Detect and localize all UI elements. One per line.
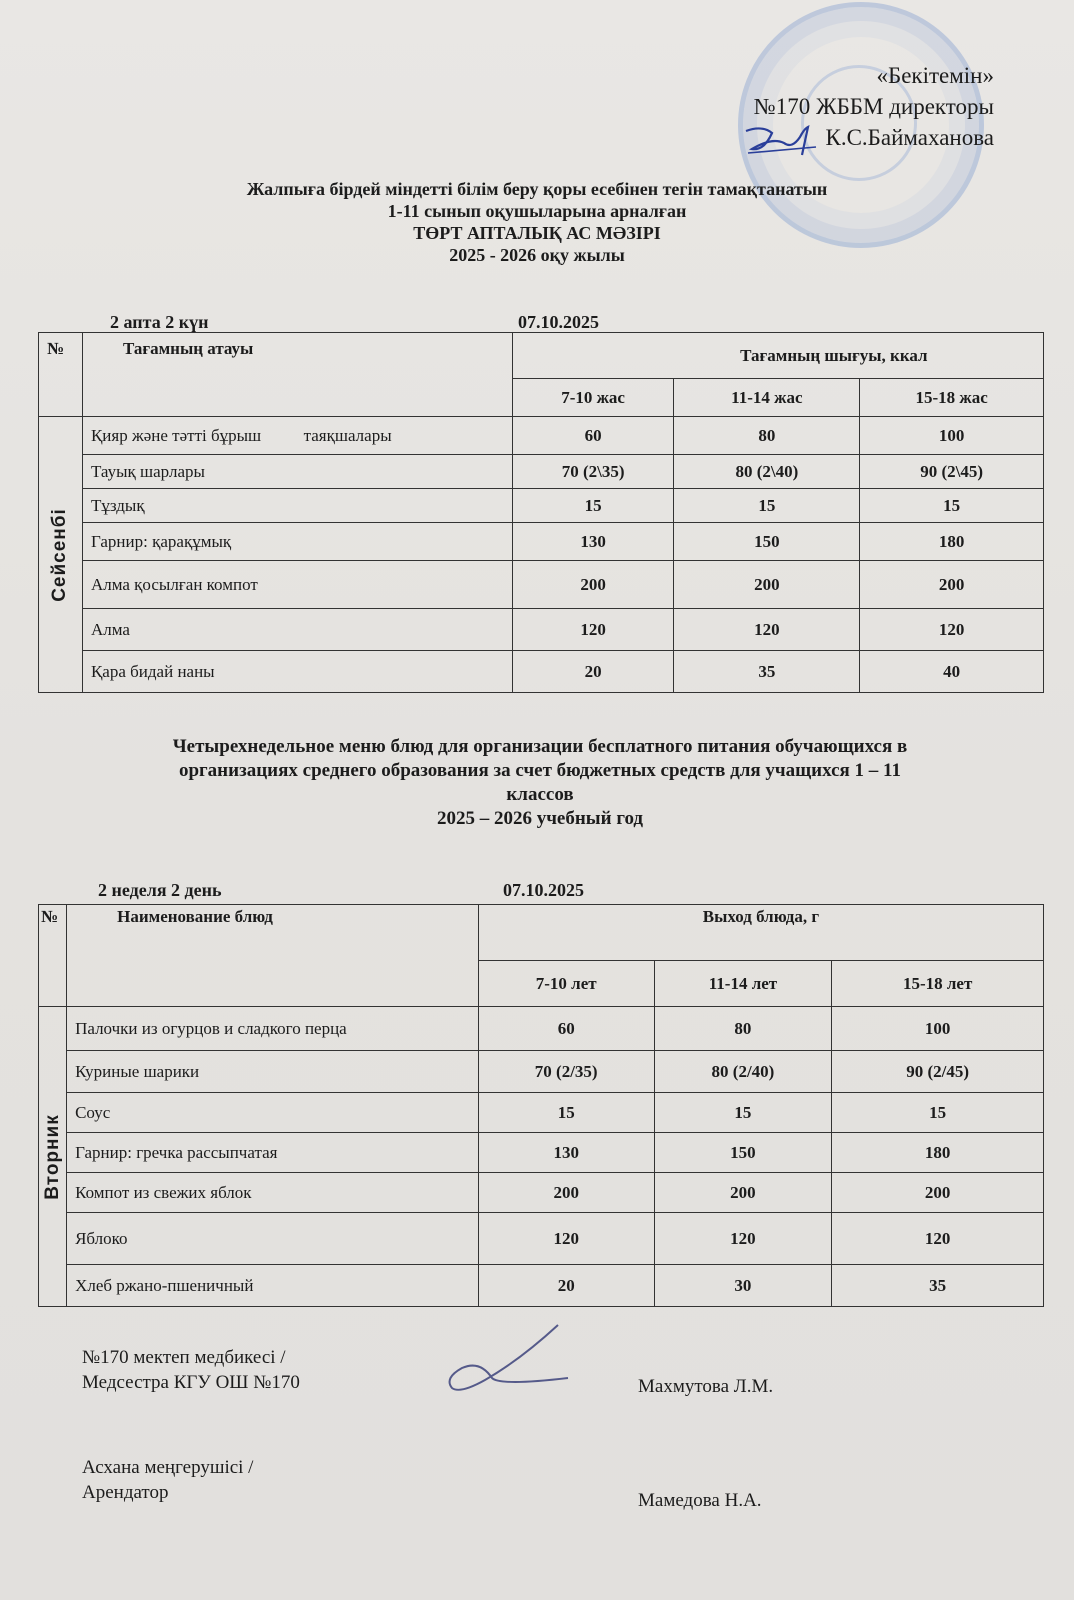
kz-title-line: 1-11 сынып оқушыларына арналған <box>387 201 687 221</box>
day-of-week-cell <box>39 417 83 693</box>
portion-value: 15 <box>478 1093 654 1133</box>
menu-row <box>39 1173 1044 1213</box>
portion-value: 200 <box>654 1173 832 1213</box>
portion-value: 35 <box>832 1265 1044 1307</box>
dish-name: Гарнир: гречка рассыпчатая <box>67 1133 479 1173</box>
kz-header-name: Тағамның атауы <box>82 333 512 417</box>
canteen-name: Мамедова Н.А. <box>638 1490 762 1511</box>
dish-name: Компот из свежих яблок <box>67 1173 479 1213</box>
kz-header-age: 11-14 жас <box>674 379 860 417</box>
nurse-role <box>82 1345 300 1395</box>
ru-title <box>80 735 1000 831</box>
portion-value: 15 <box>674 489 860 523</box>
dish-name: Яблоко <box>67 1213 479 1265</box>
director-signature-icon <box>742 123 822 157</box>
kz-header-no: № <box>39 333 83 417</box>
kz-week-day: 2 апта 2 күн <box>110 312 209 332</box>
ru-header-age: 11-14 лет <box>654 961 832 1007</box>
portion-value: 150 <box>654 1133 832 1173</box>
menu-row <box>39 417 1044 455</box>
portion-value: 200 <box>512 561 674 609</box>
approval-title: «Бекітемін» <box>876 63 994 88</box>
approval-position: №170 ЖББМ директоры <box>753 94 994 119</box>
portion-value: 15 <box>832 1093 1044 1133</box>
ru-title-line: Четырехнедельное меню блюд для организации бесплатного питания обучающихся в <box>172 736 908 757</box>
nurse-signature-icon <box>440 1320 580 1410</box>
dish-name: Палочки из огурцов и сладкого перца <box>67 1007 479 1051</box>
ru-week-day: 2 неделя 2 день <box>98 880 222 900</box>
ru-title-line: классов <box>506 784 574 805</box>
day-of-week-cell <box>39 1007 67 1307</box>
ru-date: 07.10.2025 <box>503 880 584 900</box>
portion-value: 100 <box>832 1007 1044 1051</box>
portion-value: 90 (2/45) <box>832 1051 1044 1093</box>
menu-row <box>39 1007 1044 1051</box>
ru-header-age: 15-18 лет <box>832 961 1044 1007</box>
portion-value: 180 <box>860 523 1044 561</box>
day-of-week-label: Вторник <box>41 1113 63 1200</box>
portion-value: 35 <box>674 651 860 693</box>
portion-value: 130 <box>478 1133 654 1173</box>
portion-value: 120 <box>478 1213 654 1265</box>
portion-value: 15 <box>654 1093 832 1133</box>
portion-value: 200 <box>478 1173 654 1213</box>
portion-value: 60 <box>512 417 674 455</box>
portion-value: 180 <box>832 1133 1044 1173</box>
dish-name: Куриные шарики <box>67 1051 479 1093</box>
kz-title-line: ТӨРТ АПТАЛЫҚ АС МӘЗІРІ <box>413 223 661 243</box>
portion-value: 120 <box>674 609 860 651</box>
menu-row <box>39 561 1044 609</box>
kz-header-age: 15-18 жас <box>860 379 1044 417</box>
kz-title <box>0 178 1074 266</box>
ru-header-output: Выход блюда, г <box>478 905 1043 961</box>
nurse-role-ru: Медсестра КГУ ОШ №170 <box>82 1372 300 1393</box>
ru-header-name: Наименование блюд <box>67 905 479 1007</box>
portion-value: 40 <box>860 651 1044 693</box>
ru-header-no: № <box>39 905 67 1007</box>
ru-menu-table <box>38 904 1044 1307</box>
menu-row <box>39 523 1044 561</box>
nurse-role-kz: №170 мектеп медбикесі / <box>82 1347 286 1368</box>
portion-value: 200 <box>860 561 1044 609</box>
portion-value: 120 <box>512 609 674 651</box>
nurse-name: Махмутова Л.М. <box>638 1376 774 1397</box>
dish-name: Хлеб ржано-пшеничный <box>67 1265 479 1307</box>
ru-title-line: 2025 – 2026 учебный год <box>436 808 644 829</box>
dish-name: Соус <box>67 1093 479 1133</box>
kz-title-line: Жалпыға бірдей міндетті білім беру қоры есебінен тегін тамақтанатын <box>246 179 828 199</box>
portion-value: 15 <box>860 489 1044 523</box>
day-of-week-label: Сейсенбі <box>49 507 71 602</box>
dish-name: Гарнир: қарақұмық <box>82 523 512 561</box>
kz-title-line: 2025 - 2026 оқу жылы <box>449 245 625 265</box>
dish-name: Алма қосылған компот <box>82 561 512 609</box>
approval-block <box>742 60 995 157</box>
portion-value: 200 <box>674 561 860 609</box>
portion-value: 80 <box>674 417 860 455</box>
portion-value: 70 (2\35) <box>512 455 674 489</box>
portion-value: 30 <box>654 1265 832 1307</box>
menu-row <box>39 609 1044 651</box>
portion-value: 90 (2\45) <box>860 455 1044 489</box>
canteen-role <box>82 1455 253 1505</box>
canteen-role-ru: Арендатор <box>82 1482 169 1503</box>
menu-row <box>39 489 1044 523</box>
menu-row <box>39 1093 1044 1133</box>
ru-title-line: организациях среднего образования за счет бюджетных средств для учащихся 1 – 11 <box>178 760 901 781</box>
portion-value: 120 <box>654 1213 832 1265</box>
menu-row <box>39 455 1044 489</box>
portion-value: 60 <box>478 1007 654 1051</box>
portion-value: 80 (2\40) <box>674 455 860 489</box>
portion-value: 20 <box>478 1265 654 1307</box>
canteen-role-kz: Асхана меңгерушісі / <box>82 1457 254 1478</box>
dish-name: Тұздық <box>82 489 512 523</box>
menu-row <box>39 1133 1044 1173</box>
dish-name: Қияр және тәтті бұрыш таяқшалары <box>82 417 512 455</box>
kz-header-output: Тағамның шығуы, ккал <box>512 333 1043 379</box>
portion-value: 15 <box>512 489 674 523</box>
menu-row <box>39 1265 1044 1307</box>
portion-value: 80 (2/40) <box>654 1051 832 1093</box>
portion-value: 120 <box>860 609 1044 651</box>
portion-value: 100 <box>860 417 1044 455</box>
ru-header-age: 7-10 лет <box>478 961 654 1007</box>
dish-name: Тауық шарлары <box>82 455 512 489</box>
portion-value: 20 <box>512 651 674 693</box>
kz-menu-table <box>38 332 1044 693</box>
menu-row <box>39 1051 1044 1093</box>
portion-value: 120 <box>832 1213 1044 1265</box>
portion-value: 80 <box>654 1007 832 1051</box>
menu-row <box>39 1213 1044 1265</box>
portion-value: 200 <box>832 1173 1044 1213</box>
portion-value: 150 <box>674 523 860 561</box>
kz-date: 07.10.2025 <box>518 312 599 332</box>
portion-value: 70 (2/35) <box>478 1051 654 1093</box>
kz-header-age: 7-10 жас <box>512 379 674 417</box>
dish-name: Қара бидай наны <box>82 651 512 693</box>
director-name: К.С.Баймаханова <box>825 125 994 150</box>
menu-row <box>39 651 1044 693</box>
portion-value: 130 <box>512 523 674 561</box>
dish-name: Алма <box>82 609 512 651</box>
